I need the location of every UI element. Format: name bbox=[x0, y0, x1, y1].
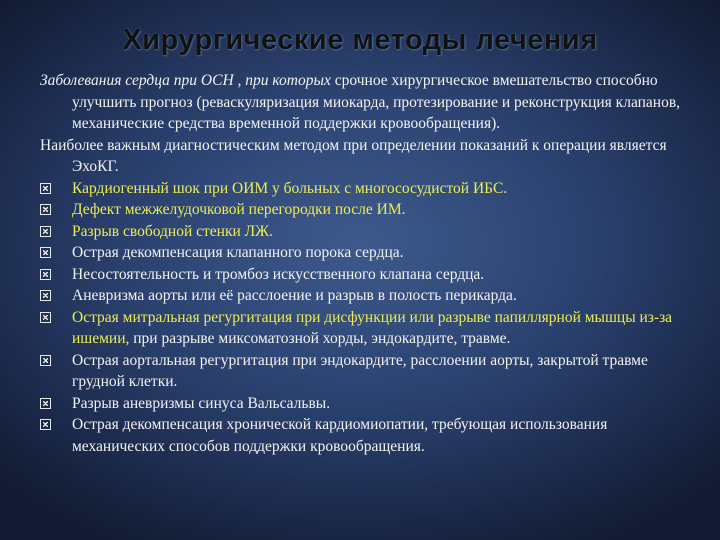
list-item-text-rest: при разрыве миксоматозной хорды, эндокардите, травме. bbox=[129, 330, 511, 347]
list-item-text: Кардиогенный шок при ОИМ у больных с многососудистой ИБС. bbox=[72, 179, 508, 197]
list-item bbox=[40, 414, 700, 457]
checkbox-bullet-icon bbox=[40, 247, 51, 258]
checkbox-bullet-icon bbox=[40, 355, 51, 366]
checkbox-bullet-icon bbox=[40, 312, 51, 323]
list-item bbox=[40, 242, 700, 264]
list-item-text: Разрыв аневризмы синуса Вальсальвы. bbox=[72, 394, 331, 412]
list-item-text: Острая аортальная регургитация при эндокардите, расслоении аорты, закрытой травме грудной клетки. bbox=[72, 351, 648, 390]
list-item-text: Острая декомпенсация хронической кардиомиопатии, требующая использования механических способов поддержки кровообращения. bbox=[72, 416, 608, 455]
list-item-text: Дефект межжелудочковой перегородки после ИМ. bbox=[72, 201, 406, 218]
list-item-text: Острая декомпенсация клапанного порока сердца. bbox=[72, 244, 404, 261]
list-item bbox=[40, 350, 700, 393]
list-item-text: Разрыв свободной стенки ЛЖ. bbox=[72, 222, 273, 240]
intro-paragraph bbox=[40, 70, 700, 135]
checkbox-bullet-icon bbox=[40, 290, 51, 301]
checkbox-bullet-icon bbox=[40, 204, 51, 215]
slide-title: Хирургические методы лечения bbox=[122, 24, 598, 56]
checkbox-bullet-icon bbox=[40, 398, 51, 409]
list-item bbox=[40, 178, 700, 200]
list-item bbox=[40, 199, 700, 221]
list-item-text-highlight: Острая митральная регургитация при дисфункции или разрыве папиллярной мышцы из-за ишемии, bbox=[72, 308, 673, 347]
checkbox-bullet-icon bbox=[40, 419, 51, 430]
intro-lead: Заболевания сердца при ОСН , при которых bbox=[40, 72, 331, 89]
list-item bbox=[40, 285, 700, 307]
checkbox-bullet-icon bbox=[40, 269, 51, 280]
checkbox-bullet-icon bbox=[40, 226, 51, 237]
list-item bbox=[40, 221, 700, 243]
diagnostic-paragraph: Наиболее важным диагностическим методом при определении показаний к операции является ЭхоКГ. bbox=[40, 136, 667, 175]
list-item bbox=[40, 307, 700, 350]
list-item bbox=[40, 393, 700, 415]
slide-content bbox=[40, 70, 700, 457]
list-item-text: Аневризма аорты или её расслоение и разрыв в полость перикарда. bbox=[72, 287, 517, 304]
list-item-text: Несостоятельность и тромбоз искусственного клапана сердца. bbox=[72, 265, 485, 283]
checkbox-bullet-icon bbox=[40, 183, 51, 194]
intro-rest: срочное хирургическое вмешательство способно улучшить прогноз (реваскуляризация миокарда, протезирование и реконструкция клапанов, механические средства временной поддержки кровообращения). bbox=[72, 72, 681, 132]
list-item bbox=[40, 264, 700, 286]
